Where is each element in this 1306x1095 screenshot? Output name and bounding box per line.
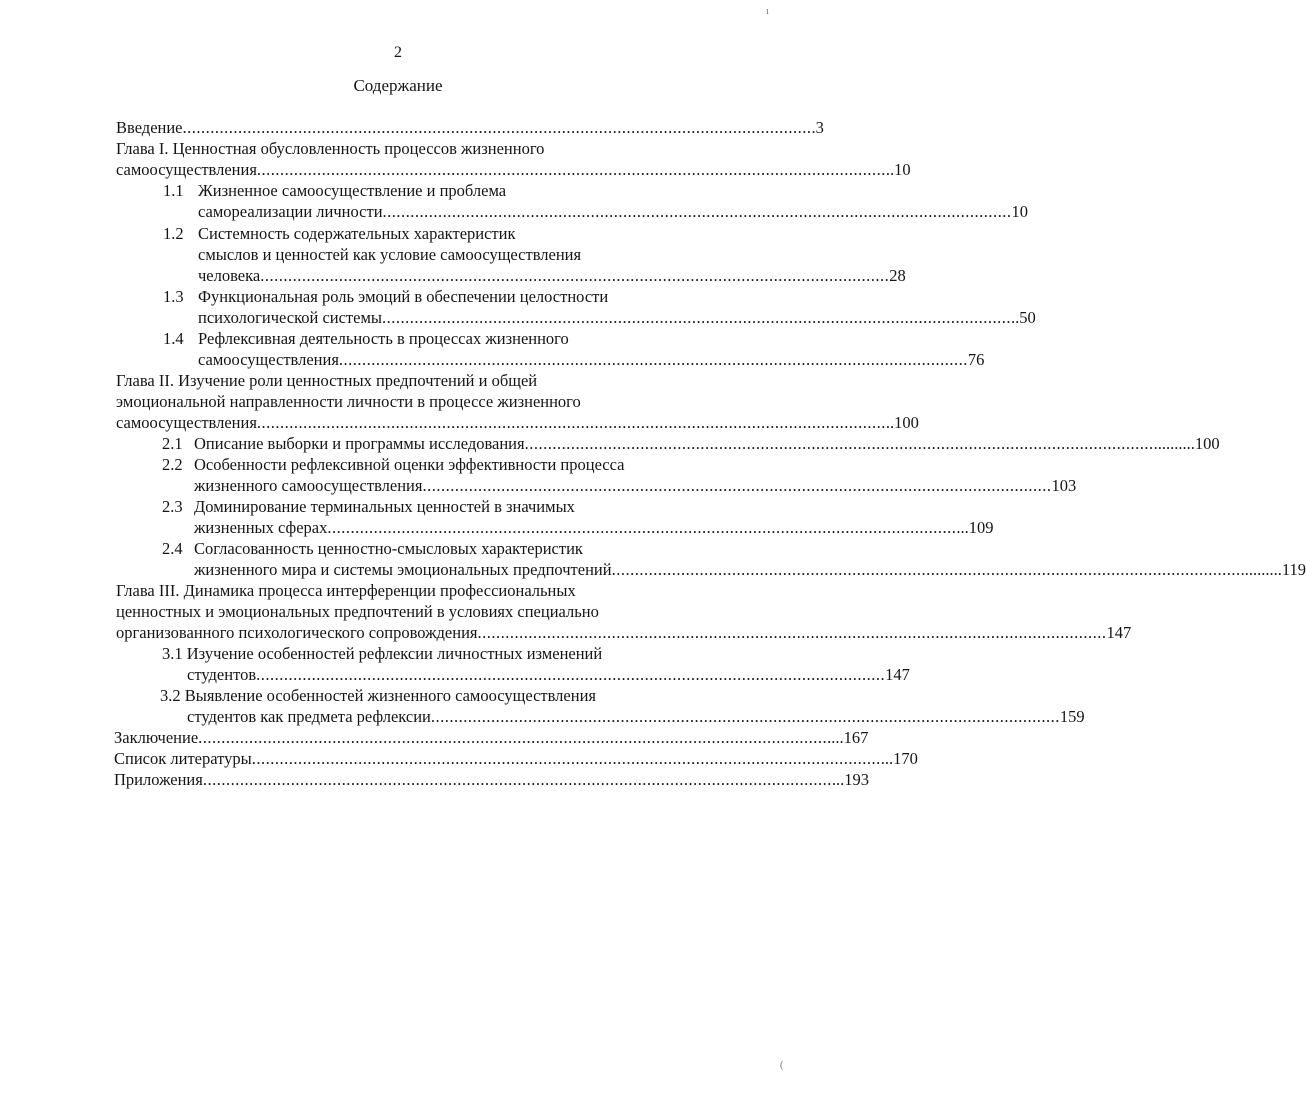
toc-chapter-2-line-2: эмоциональной направленности личности в процессе жизненного: [116, 392, 581, 411]
toc-entry-conclusion: Заключение ........................................................................................................................................ ....167: [114, 728, 869, 747]
toc-section-1-2-line-2: смыслов и ценностей как условие самоосуществления: [198, 245, 582, 264]
toc-section-3-1-line-1: 3.1 Изучение особенностей рефлексии личностных изменений: [162, 644, 603, 663]
toc-chapter-1-line-2: самоосуществления ........................................................................................................................................ ..10: [116, 160, 911, 179]
toc-section-1-4-line-2: самоосуществления ........................................................................................................................................ 76: [198, 350, 985, 369]
toc-section-number: 1.4: [163, 329, 184, 348]
toc-section-1-1-line-2: самореализации личности ........................................................................................................................................ 10: [198, 202, 1029, 221]
toc-chapter-1-line-1: Глава I. Ценностная обусловленность процессов жизненного: [116, 139, 545, 158]
toc-section-3-2-line-1: 3.2 Выявление особенностей жизненного самоосуществления: [160, 686, 596, 705]
toc-section-1-2-line-3: человека ........................................................................................................................................ 28: [198, 266, 906, 285]
toc-section-number: 2.3: [162, 497, 183, 516]
toc-chapter-2-line-1: Глава II. Изучение роли ценностных предпочтений и общей: [116, 371, 538, 390]
toc-section-1-3-line-2: психологической системы ........................................................................................................................................ ..50: [198, 308, 1036, 327]
toc-entry-intro: Введение ........................................................................................................................................ .3: [116, 118, 824, 137]
page-title: Содержание: [353, 76, 443, 95]
toc-section-number: 1.1: [163, 181, 184, 200]
toc-section-number: 1.3: [163, 287, 184, 306]
toc-section-2-1-line-1: Описание выборки и программы исследования ........................................................................................................................................ ..........100: [194, 434, 1220, 453]
toc-section-3-2-line-2: студентов как предмета рефлексии ........................................................................................................................................ 159: [187, 707, 1085, 726]
toc-entry-references: Список литературы ........................................................................................................................................ ...170: [114, 749, 918, 768]
toc-section-number: 2.4: [162, 539, 183, 558]
toc-section-2-4-line-1: Согласованность ценностно-смысловых характеристик: [194, 539, 583, 558]
toc-section-1-1-line-1: Жизненное самоосуществление и проблема: [198, 181, 507, 200]
toc-section-2-3-line-2: жизненных сферах ........................................................................................................................................ ...109: [194, 518, 994, 537]
toc-section-2-2-line-2: жизненного самоосуществления ........................................................................................................................................ 103: [194, 476, 1077, 495]
toc-section-number: 1.2: [163, 224, 184, 243]
toc-section-number: 2.2: [162, 455, 183, 474]
toc-section-2-3-line-1: Доминирование терминальных ценностей в значимых: [194, 497, 575, 516]
toc-section-number: 2.1: [162, 434, 183, 453]
toc-section-2-2-line-1: Особенности рефлексивной оценки эффективности процесса: [194, 455, 625, 474]
toc-chapter-3-line-2: ценностных и эмоциональных предпочтений в условиях специально: [116, 602, 599, 621]
toc-section-2-4-line-2: жизненного мира и системы эмоциональных предпочтений ........................................................................................................................................ ..........119: [194, 560, 1306, 579]
scan-mark-top: ı: [766, 6, 769, 17]
page-number: 2: [394, 44, 402, 61]
toc-section-1-4-line-1: Рефлексивная деятельность в процессах жизненного: [198, 329, 569, 348]
toc-section-3-1-line-2: студентов ........................................................................................................................................ 147: [187, 665, 910, 684]
toc-chapter-3-line-1: Глава III. Динамика процесса интерференции профессиональных: [116, 581, 576, 600]
toc-chapter-2-line-3: самоосуществления ........................................................................................................................................ ..100: [116, 413, 919, 432]
toc-section-1-2-line-1: Системность содержательных характеристик: [198, 224, 516, 243]
toc-section-1-3-line-1: Функциональная роль эмоций в обеспечении целостности: [198, 287, 609, 306]
scan-mark-bottom: (: [780, 1060, 784, 1071]
toc-chapter-3-line-3: организованного психологического сопровождения ........................................................................................................................................ 147: [116, 623, 1132, 642]
toc-entry-appendix: Приложения ........................................................................................................................................ ...193: [114, 770, 869, 789]
